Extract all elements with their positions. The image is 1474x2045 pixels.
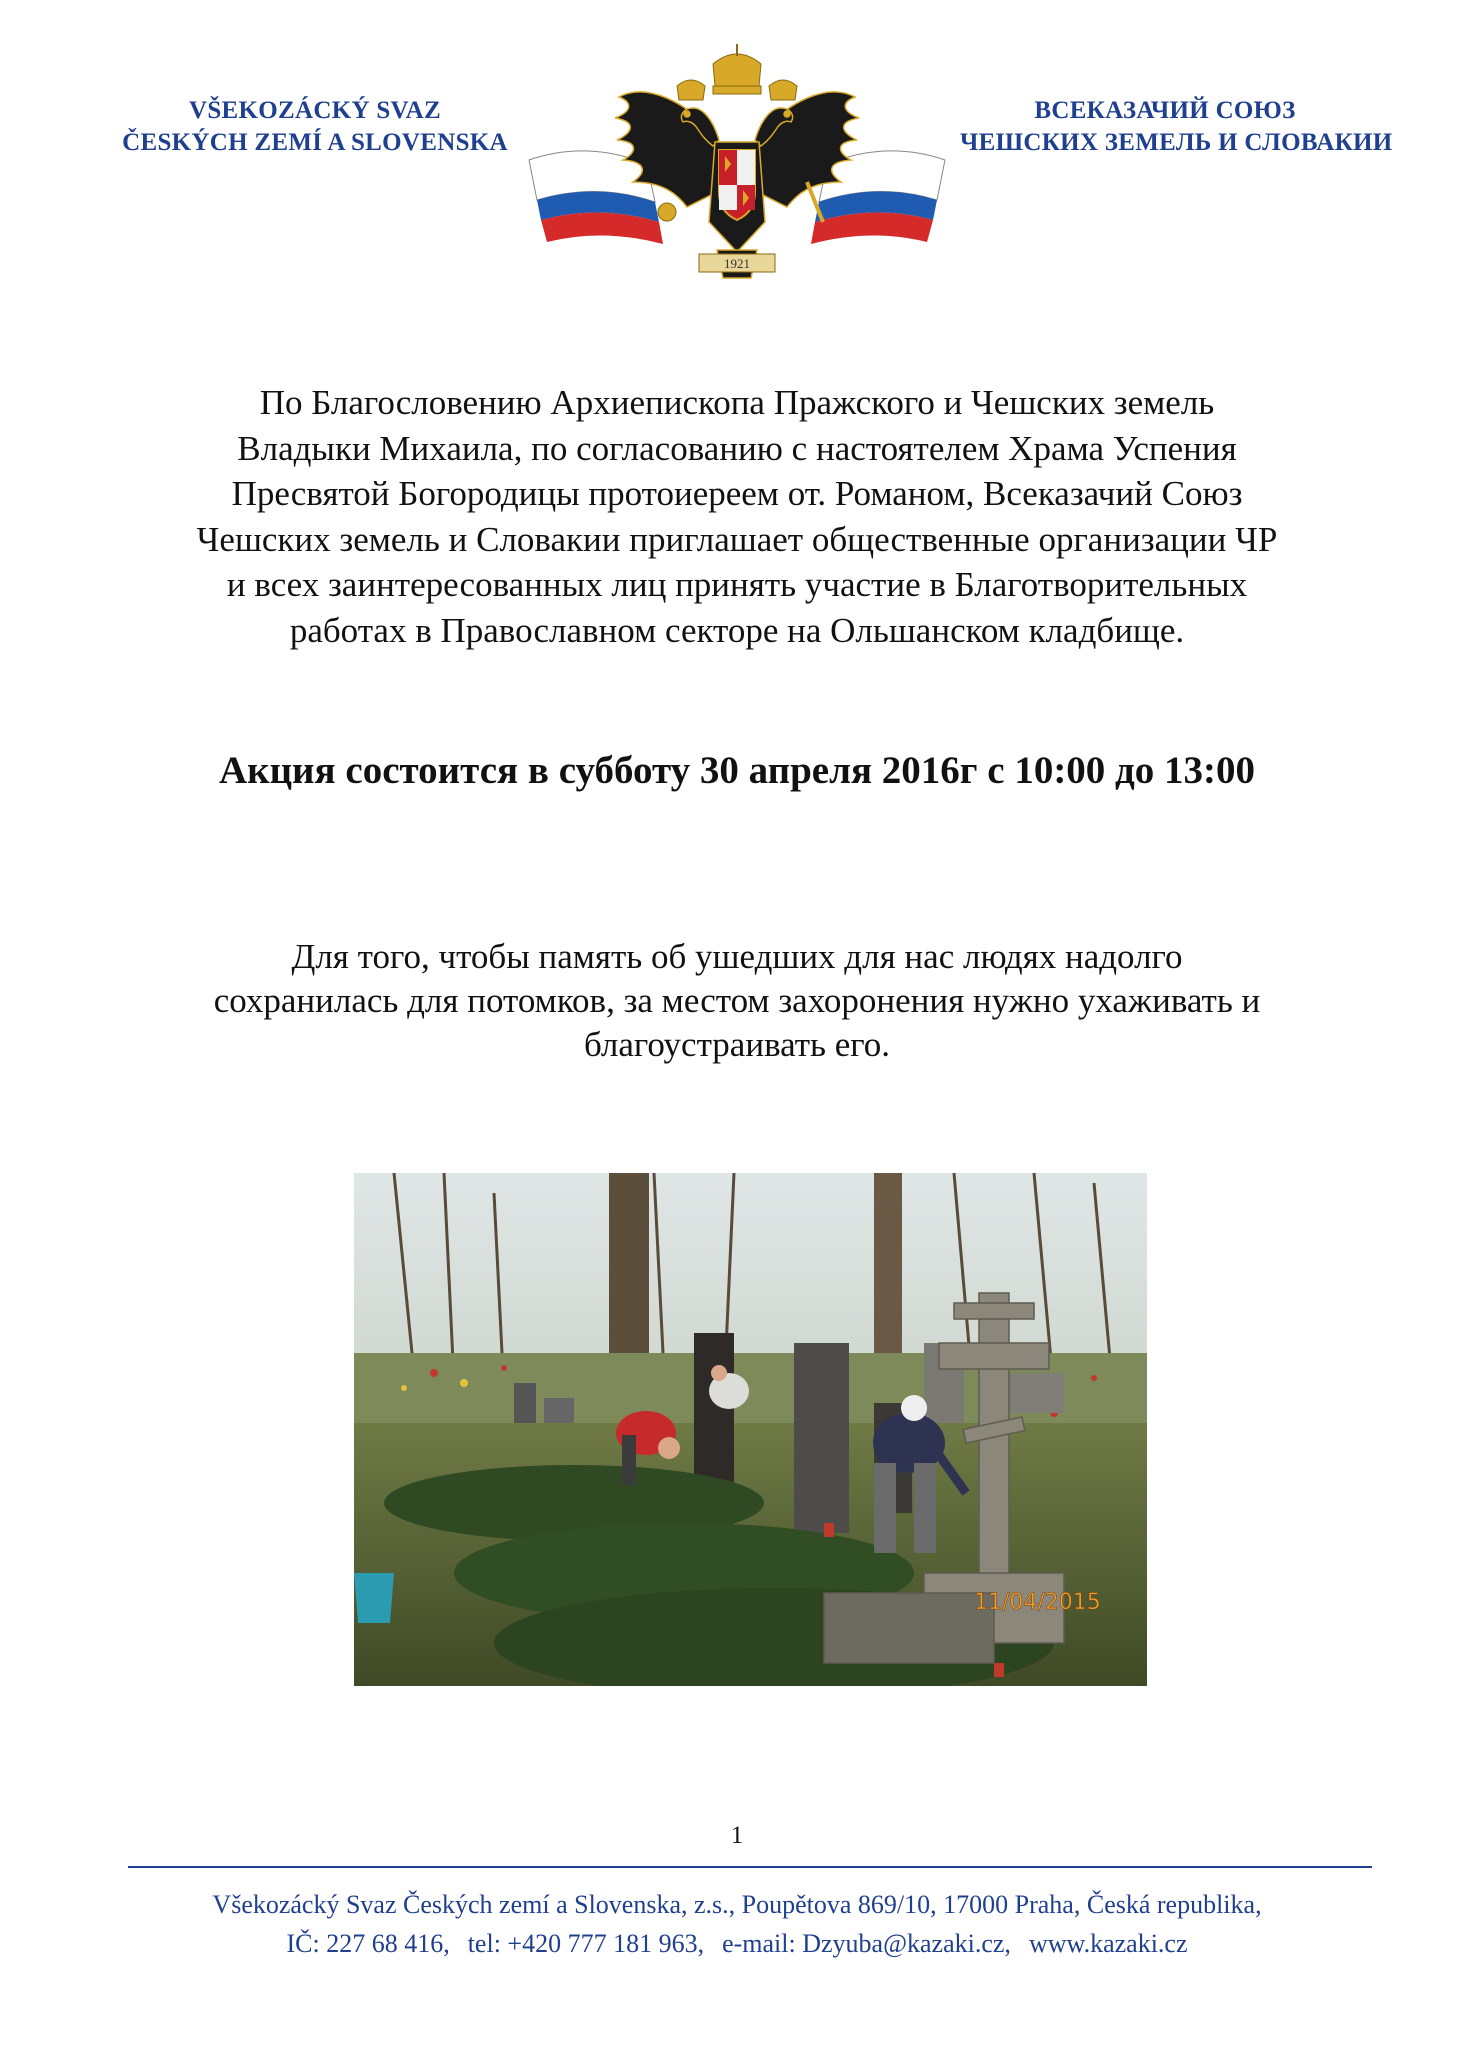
coat-of-arms-shield-icon — [719, 150, 755, 220]
intro-line: Владыки Михаила, по согласованию с настоятелем Храма Успения — [237, 428, 1237, 468]
intro-line: работах в Православном секторе на Ольшанском кладбище. — [289, 610, 1185, 650]
intro-paragraph — [110, 380, 1364, 653]
org-name-russian — [960, 95, 1393, 159]
intro-line: Пресвятой Богородицы протоиереем от. Романом, Всеказачий Союз — [231, 474, 1243, 513]
org-name-russian-line1: ВСЕКАЗАЧИЙ СОЮЗ — [1034, 97, 1296, 124]
footer-contacts — [80, 1924, 1394, 1963]
org-name-russian-line2: ЧЕШСКИХ ЗЕМЕЛЬ И СЛОВАКИИ — [960, 129, 1393, 156]
footer-website-link[interactable]: www.kazaki.cz — [1028, 1929, 1188, 1958]
memory-line: Для того, чтобы память об ушедших для нас людях надолго — [291, 937, 1183, 976]
intro-line: и всех заинтересованных лиц принять участие в Благотворительных — [226, 565, 1248, 604]
crowns-icon — [677, 44, 797, 100]
footer-ic: IČ: 227 68 416, — [286, 1929, 450, 1958]
emblem-year: 1921 — [724, 256, 750, 271]
page-number: 1 — [730, 1822, 744, 1849]
double-headed-eagle-emblem — [527, 42, 947, 292]
footer-email-link[interactable]: e-mail: Dzyuba@kazaki.cz, — [722, 1929, 1011, 1958]
memory-line: благоустраивать его. — [583, 1025, 891, 1064]
cemetery-cleanup-photo — [354, 1173, 1147, 1686]
footer — [80, 1885, 1394, 1963]
intro-line: Чешских земель и Словакии приглашает общественные организации ЧР — [196, 519, 1278, 559]
photo-date-stamp: 11/04/2015 — [974, 1590, 1101, 1615]
org-name-czech-line2: ČESKÝCH ZEMÍ A SLOVENSKA — [122, 129, 508, 156]
org-name-czech — [120, 95, 510, 159]
footer-address: Všekozácký Svaz Českých zemí a Slovenska, z.s., Poupětova 869/10, 17000 Praha, Česká republika, — [212, 1890, 1262, 1919]
memory-paragraph — [110, 935, 1364, 1067]
memory-line: сохранилась для потомков, за местом захоронения нужно ухаживать и — [213, 981, 1261, 1020]
footer-phone: tel: +420 777 181 963, — [467, 1929, 705, 1958]
footer-divider — [128, 1866, 1372, 1868]
event-heading: Акция состоится в субботу 30 апреля 2016г с 10:00 до 13:00 — [218, 749, 1256, 792]
intro-line: По Благословению Архиепископа Пражского и Чешских земель — [259, 383, 1215, 422]
org-name-czech-line1: VŠEKOZÁCKÝ SVAZ — [188, 97, 442, 124]
